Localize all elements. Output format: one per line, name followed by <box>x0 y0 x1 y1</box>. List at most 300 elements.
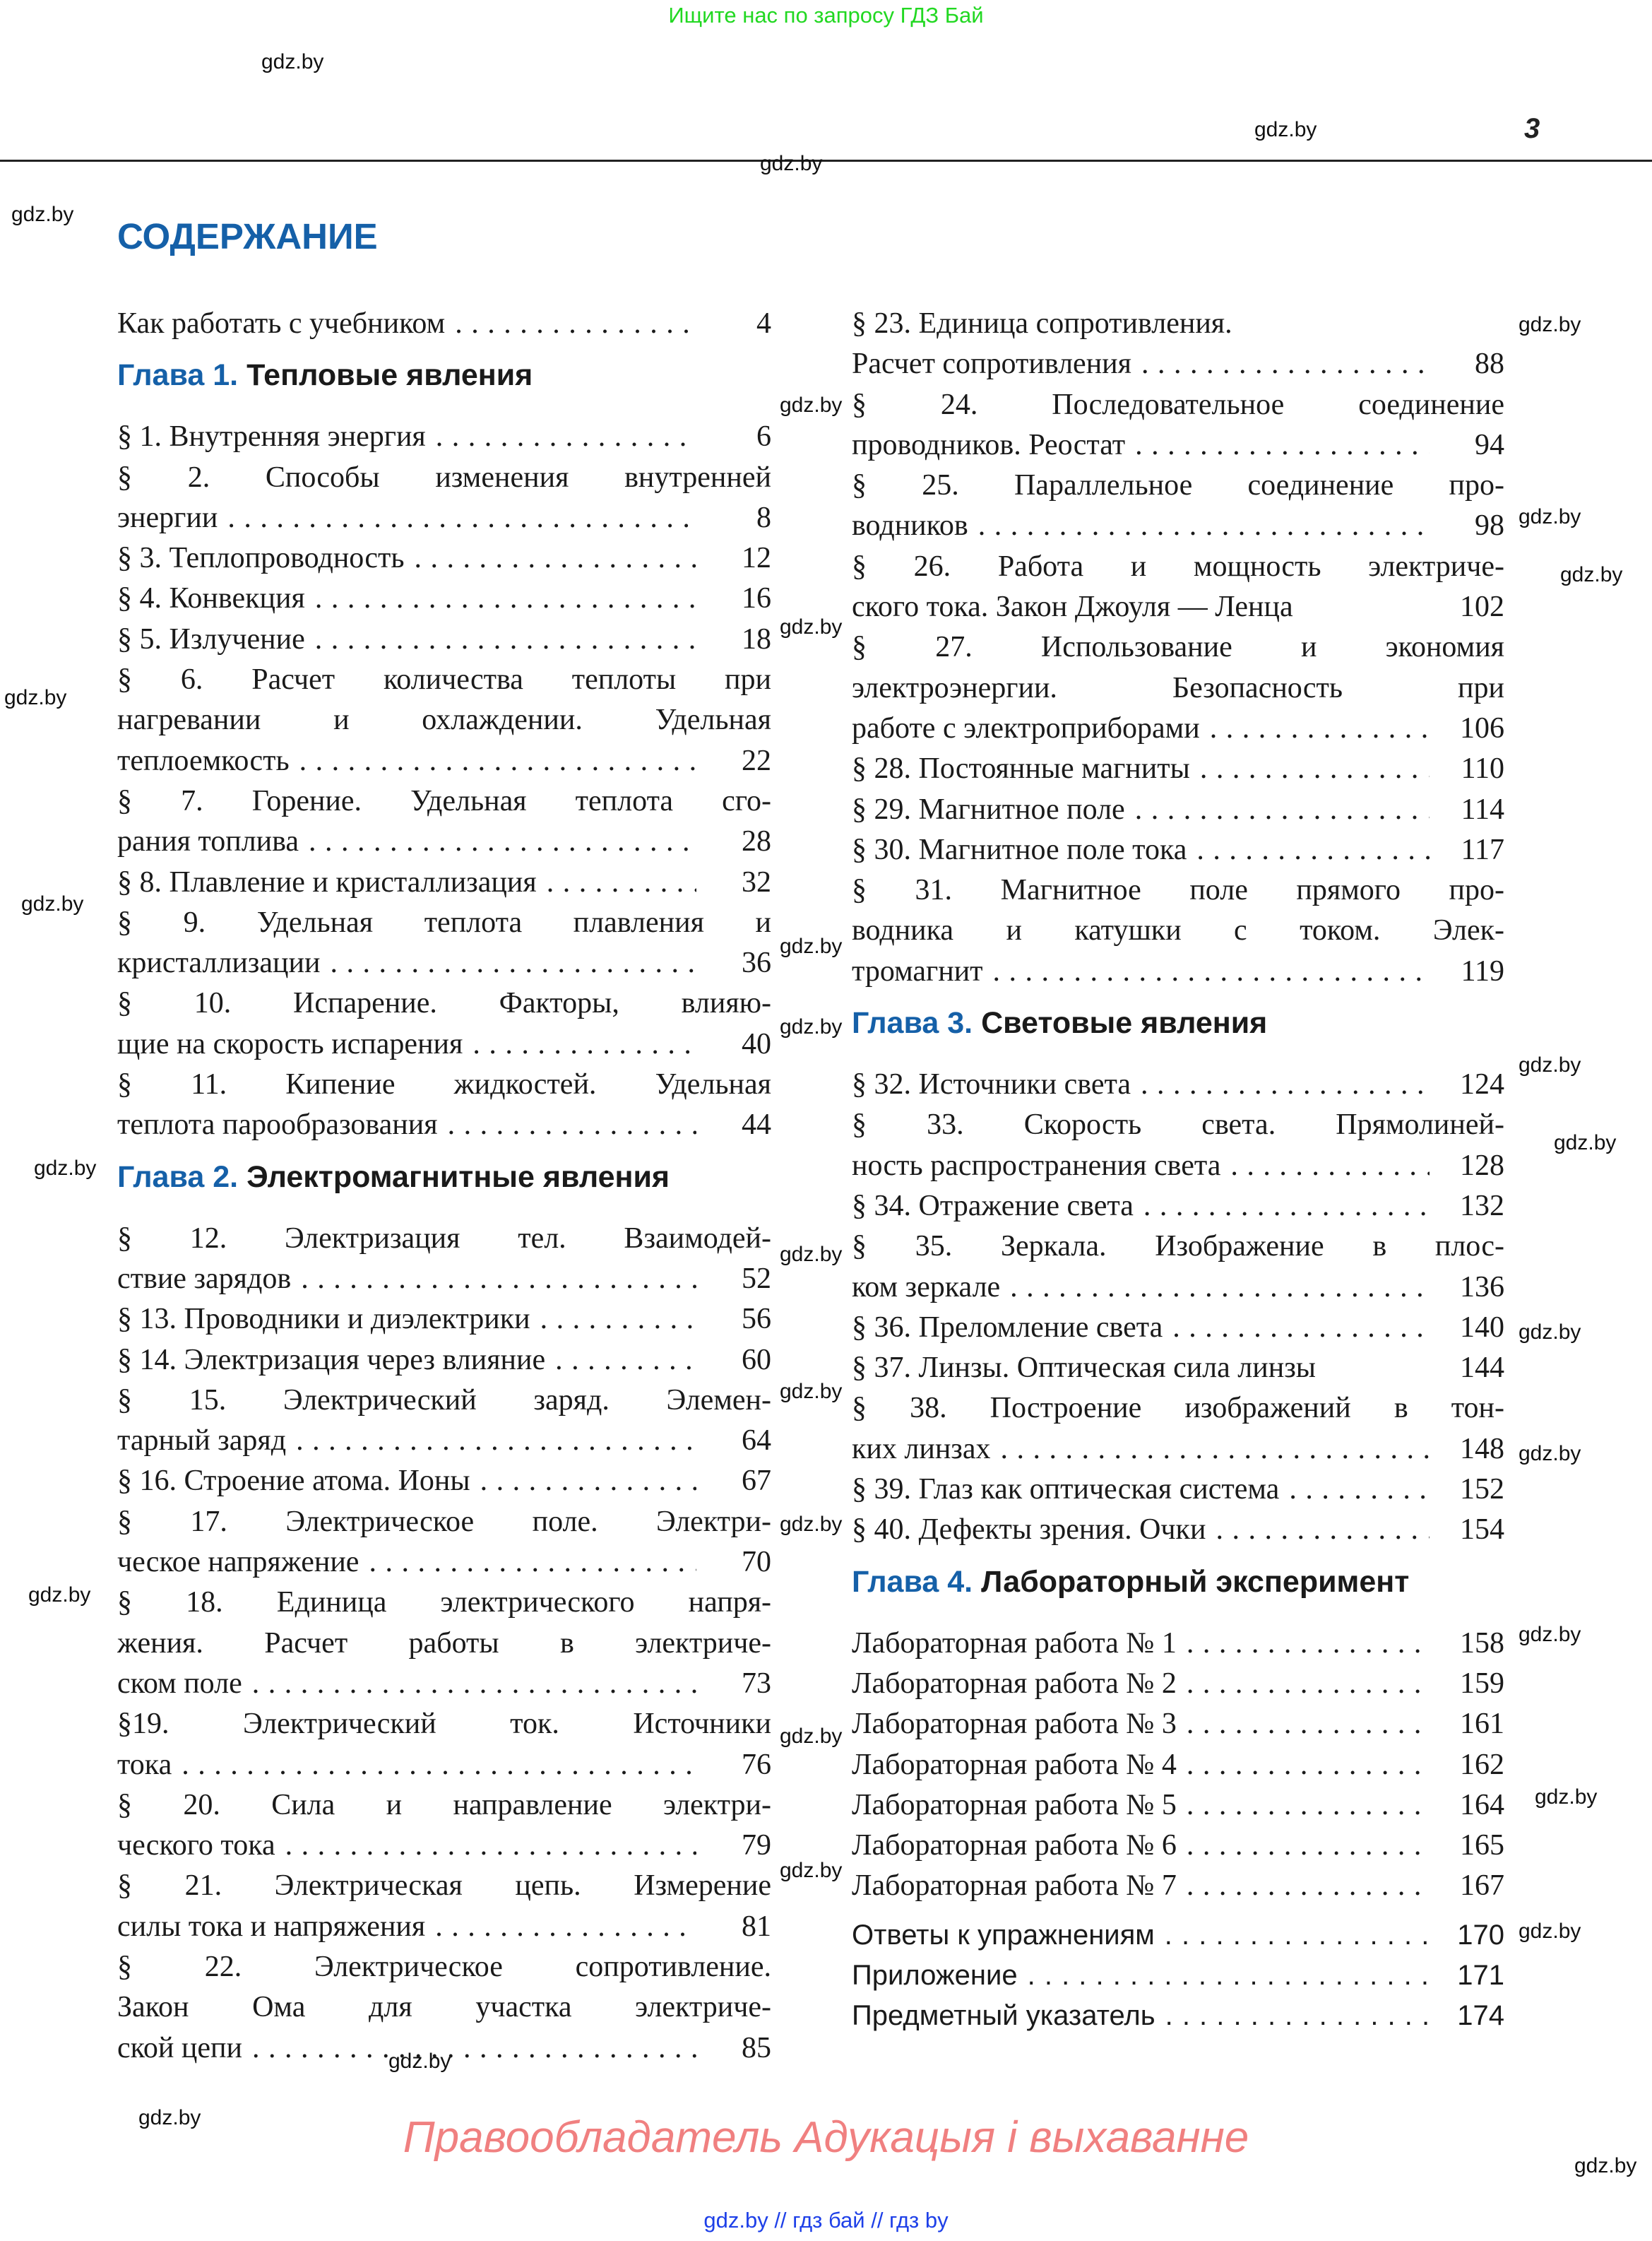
chapter-title: Электромагнитные явления <box>246 1159 670 1194</box>
toc-entry-last-line <box>852 1470 1504 1510</box>
toc-page-number: 119 <box>1461 954 1504 988</box>
toc-page-number: 40 <box>742 1027 771 1060</box>
toc-entry-last-line <box>852 749 1504 789</box>
toc-entry-last-line <box>852 709 1504 749</box>
toc-entry[interactable] <box>117 781 771 863</box>
dot-leader <box>1165 1915 1430 1956</box>
toc-entry[interactable] <box>117 538 771 579</box>
toc-entry-text: § 30. Магнитное поле тока <box>852 833 1187 866</box>
toc-entry[interactable] <box>852 1915 1504 1956</box>
watermark-text: gdz.by <box>1560 563 1623 586</box>
toc-entry[interactable] <box>117 1340 771 1380</box>
toc-page-number: 64 <box>742 1424 771 1457</box>
toc-page-number: 60 <box>742 1343 771 1376</box>
toc-entry-text: § 32. Источники света <box>852 1068 1131 1101</box>
toc-entry-last-line <box>852 830 1504 870</box>
watermark-text: gdz.by <box>1574 2154 1637 2177</box>
toc-entry-last-line <box>117 1745 771 1785</box>
watermark-text: gdz.by <box>780 1380 843 1403</box>
toc-entry[interactable] <box>117 1502 771 1583</box>
toc-entry[interactable] <box>117 1299 771 1340</box>
watermark-text: gdz.by <box>261 50 324 73</box>
toc-entry[interactable] <box>852 1785 1504 1826</box>
toc-entry-text: § 4. Конвекция <box>117 582 305 615</box>
toc-entry-last-line <box>117 1259 771 1299</box>
toc-entry-last-line <box>852 1510 1504 1550</box>
toc-entry-text: работе с электроприборами <box>852 711 1200 745</box>
dot-leader <box>1187 1826 1430 1866</box>
toc-entry-last-line <box>117 1664 771 1704</box>
toc-entry[interactable] <box>117 1461 771 1501</box>
toc-page-number: 32 <box>742 865 771 899</box>
watermark-text: gdz.by <box>21 892 84 916</box>
toc-page-number: 76 <box>742 1748 771 1781</box>
toc-entry-text: ких линзах <box>852 1432 991 1465</box>
watermark-text: gdz.by <box>1554 1131 1617 1154</box>
toc-page-number: 164 <box>1460 1788 1504 1821</box>
toc-entry-line: § 24. Последовательное соединение <box>852 388 1504 421</box>
toc-entry[interactable] <box>852 1704 1504 1744</box>
toc-page-number: 102 <box>1460 591 1504 624</box>
watermark-text: gdz.by <box>1519 505 1581 528</box>
dot-leader <box>1187 1745 1430 1785</box>
dot-leader <box>1196 830 1430 870</box>
dot-leader <box>547 863 696 903</box>
toc-entry-text: тромагнит <box>852 954 983 988</box>
toc-entry[interactable] <box>117 620 771 660</box>
toc-entry-last-line <box>117 579 771 619</box>
toc-entry-line: нагревании и охлаждении. Удельная <box>117 704 771 737</box>
toc-entry-line: § 10. Испарение. Факторы, влияю- <box>117 987 771 1020</box>
toc-entry[interactable] <box>117 304 771 344</box>
watermark-text: gdz.by <box>1519 1053 1581 1077</box>
toc-entry-last-line <box>117 498 771 538</box>
toc-entry-last-line <box>852 425 1504 466</box>
toc-entry[interactable] <box>852 1826 1504 1866</box>
toc-entry-last-line <box>852 1308 1504 1348</box>
dot-leader <box>1010 1267 1430 1308</box>
toc-entry-text: ской цепи <box>117 2031 242 2064</box>
dot-leader <box>285 1826 696 1866</box>
toc-entry[interactable] <box>852 830 1504 870</box>
toc-entry-text: ность распространения света <box>852 1149 1221 1182</box>
toc-page-number: 148 <box>1460 1432 1504 1465</box>
toc-page-number: 136 <box>1460 1270 1504 1303</box>
chapter-heading <box>117 344 771 417</box>
toc-entry-line: жения. Расчет работы в электриче- <box>117 1626 771 1660</box>
toc-page-number: 94 <box>1475 428 1504 461</box>
toc-page-number: 28 <box>742 825 771 858</box>
chapter-heading <box>852 1551 1504 1624</box>
toc-entry-line: § 23. Единица сопротивления. <box>852 307 1232 340</box>
toc-page-number: 79 <box>742 1829 771 1862</box>
toc-entry-last-line <box>117 1461 771 1501</box>
toc-entry[interactable] <box>852 1866 1504 1906</box>
toc-entry[interactable] <box>852 1956 1504 1996</box>
search-banner: Ищите нас по запросу ГДЗ Бай <box>668 3 984 28</box>
watermark-text: gdz.by <box>1519 1320 1581 1344</box>
toc-page-number: 4 <box>756 307 771 340</box>
watermark-text: gdz.by <box>34 1157 97 1180</box>
toc-entry-last-line <box>117 620 771 660</box>
toc-entry[interactable] <box>117 863 771 903</box>
toc-right-column <box>852 304 1504 2037</box>
toc-entry-last-line <box>852 1146 1504 1186</box>
toc-entry-text: § 5. Излучение <box>117 622 305 656</box>
toc-entry[interactable] <box>852 1510 1504 1550</box>
dot-leader <box>1141 344 1430 384</box>
toc-page-number: 117 <box>1461 833 1504 866</box>
page-title: СОДЕРЖАНИЕ <box>117 216 378 256</box>
toc-entry[interactable] <box>852 1996 1504 2036</box>
toc-page-number: 81 <box>742 1910 771 1943</box>
watermark-text: gdz.by <box>780 1513 843 1536</box>
toc-page-number: 159 <box>1460 1667 1504 1700</box>
toc-entry-line: водника и катушки с током. Элек- <box>852 914 1504 947</box>
toc-entry-last-line <box>117 1024 771 1065</box>
toc-entry-text: § 39. Глаз как оптическая система <box>852 1473 1280 1506</box>
toc-page-number: 174 <box>1457 2000 1504 2032</box>
toc-entry-last-line <box>117 1542 771 1583</box>
toc-entry-text: щие на скорость испарения <box>117 1027 463 1060</box>
toc-entry-line: § 7. Горение. Удельная теплота сго- <box>117 784 771 817</box>
watermark-text: gdz.by <box>780 1725 843 1748</box>
toc-entry[interactable] <box>852 466 1504 547</box>
toc-page-number: 110 <box>1461 752 1504 786</box>
watermark-text: gdz.by <box>138 2106 201 2129</box>
toc-page-number: 128 <box>1460 1149 1504 1182</box>
toc-entry-text: ческого тока <box>117 1829 275 1862</box>
toc-left-column <box>117 304 771 2069</box>
toc-page-number: 8 <box>756 501 771 534</box>
toc-entry-text: § 1. Внутренняя энергия <box>117 420 426 454</box>
toc-entry-line: § 15. Электрический заряд. Элемен- <box>117 1383 771 1417</box>
toc-entry-last-line <box>117 304 771 344</box>
toc-page-number: 171 <box>1457 1959 1504 1991</box>
dot-leader <box>455 304 696 344</box>
toc-entry-text: § 40. Дефекты зрения. Очки <box>852 1513 1206 1547</box>
watermark-text: gdz.by <box>780 1015 843 1039</box>
toc-entry-line: § 22. Электрическое сопротивление. <box>117 1950 771 1983</box>
toc-entry-last-line <box>852 1348 1504 1388</box>
toc-page-number: 56 <box>742 1303 771 1336</box>
toc-entry-line: § 33. Скорость света. Прямолиней- <box>852 1108 1504 1142</box>
toc-page-number: 124 <box>1460 1068 1504 1101</box>
dot-leader <box>1187 1866 1430 1906</box>
toc-page-number: 52 <box>742 1262 771 1295</box>
toc-entry-line: § 2. Способы изменения внутренней <box>117 461 771 494</box>
watermark-text: gdz.by <box>780 1243 843 1266</box>
toc-entry-text: Лабораторная работа № 4 <box>852 1748 1177 1781</box>
toc-page-number: 132 <box>1460 1189 1504 1222</box>
dot-leader <box>1141 1065 1430 1105</box>
dot-leader <box>436 417 696 457</box>
toc-entry-text: § 8. Плавление и кристаллизация <box>117 865 537 899</box>
toc-entry[interactable] <box>852 1624 1504 1664</box>
toc-entry-last-line <box>852 1915 1504 1956</box>
watermark-text: gdz.by <box>780 1859 843 1882</box>
toc-page-number: 98 <box>1475 509 1504 543</box>
toc-entry[interactable] <box>852 547 1504 628</box>
toc-entry-text: энергии <box>117 501 218 534</box>
dot-leader <box>299 741 696 781</box>
dot-leader <box>1200 749 1430 789</box>
chapter-heading <box>852 992 1504 1065</box>
toc-entry-text: Лабораторная работа № 7 <box>852 1869 1177 1903</box>
toc-page-number: 154 <box>1460 1513 1504 1547</box>
dot-leader <box>415 538 697 579</box>
toc-entry[interactable] <box>117 579 771 619</box>
toc-page-number: 144 <box>1460 1352 1504 1385</box>
toc-entry-text: Приложение <box>852 1959 1018 1991</box>
toc-entry-last-line <box>852 1624 1504 1664</box>
toc-entry-last-line <box>852 790 1504 830</box>
toc-entry[interactable] <box>852 1308 1504 1348</box>
toc-entry-line: § 18. Единица электрического напря- <box>117 1586 771 1619</box>
dot-leader <box>1143 1186 1430 1226</box>
dot-leader <box>993 952 1430 992</box>
watermark-text: gdz.by <box>1519 1920 1581 1943</box>
toc-page-number: 12 <box>742 542 771 575</box>
toc-entry[interactable] <box>117 417 771 457</box>
toc-entry-text: ком зеркале <box>852 1270 1001 1303</box>
dot-leader <box>448 1105 696 1145</box>
toc-entry-last-line <box>117 1340 771 1380</box>
toc-entry[interactable] <box>852 627 1504 749</box>
toc-entry-text: водников <box>852 509 968 543</box>
toc-entry-text: Лабораторная работа № 2 <box>852 1667 1177 1700</box>
toc-entry-last-line <box>117 1421 771 1461</box>
dot-leader <box>227 498 696 538</box>
toc-entry[interactable] <box>852 1186 1504 1226</box>
toc-entry-text: § 3. Теплопроводность <box>117 542 405 575</box>
toc-entry-text: ском поле <box>117 1667 242 1700</box>
toc-entry-text: § 13. Проводники и диэлектрики <box>117 1303 530 1336</box>
toc-page-number: 18 <box>742 622 771 656</box>
toc-entry-last-line <box>117 943 771 983</box>
dot-leader <box>1187 1704 1430 1744</box>
toc-entry-text: Лабораторная работа № 1 <box>852 1626 1177 1660</box>
toc-entry-last-line <box>852 952 1504 992</box>
toc-entry[interactable] <box>117 1704 771 1785</box>
watermark-text: gdz.by <box>1519 313 1581 336</box>
toc-page-number: 67 <box>742 1465 771 1498</box>
toc-entry-text: проводников. Реостат <box>852 428 1126 461</box>
copyright-owner: Правообладатель Адукацыя і выхаванне <box>403 2113 1249 2162</box>
toc-page-number: 88 <box>1475 348 1504 381</box>
toc-entry-last-line <box>117 1826 771 1866</box>
toc-entry-last-line <box>852 506 1504 546</box>
toc-entry-last-line <box>117 741 771 781</box>
toc-entry-last-line <box>117 1299 771 1340</box>
spacer <box>852 1907 1504 1915</box>
watermark-text: gdz.by <box>28 1583 91 1607</box>
toc-page-number: 114 <box>1461 793 1504 826</box>
toc-entry-last-line <box>117 1105 771 1145</box>
dot-leader <box>1289 1470 1430 1510</box>
toc-entry-text: ческое напряжение <box>117 1546 359 1579</box>
toc-page-number: 6 <box>756 420 771 454</box>
dot-leader <box>540 1299 696 1340</box>
toc-entry[interactable] <box>852 1388 1504 1470</box>
dot-leader <box>252 2028 696 2069</box>
toc-entry-last-line <box>117 863 771 903</box>
toc-entry-last-line <box>852 1186 1504 1226</box>
toc-entry[interactable] <box>852 790 1504 830</box>
toc-entry-line: § 25. Параллельное соединение про- <box>852 469 1504 502</box>
watermark-text: gdz.by <box>4 686 67 709</box>
chapter-title: Тепловые явления <box>246 358 533 393</box>
dot-leader <box>1001 1429 1430 1470</box>
dot-leader <box>978 506 1430 546</box>
chapter-number: Глава 1. <box>117 358 239 393</box>
toc-entry[interactable] <box>852 749 1504 789</box>
watermark-text: gdz.by <box>11 203 74 226</box>
dot-leader <box>330 943 696 983</box>
toc-entry-text: рания топлива <box>117 825 299 858</box>
toc-entry-line: §19. Электрический ток. Источники <box>117 1708 771 1741</box>
toc-entry[interactable] <box>117 1583 771 1704</box>
toc-entry-text: Лабораторная работа № 5 <box>852 1788 1177 1821</box>
toc-page-number: 70 <box>742 1546 771 1579</box>
chapter-title: Световые явления <box>981 1006 1268 1041</box>
dot-leader <box>315 620 696 660</box>
watermark-text: gdz.by <box>780 615 843 639</box>
chapter-heading <box>117 1146 771 1219</box>
watermark-text: gdz.by <box>1519 1623 1581 1646</box>
toc-entry-text: тарный заряд <box>117 1424 287 1457</box>
toc-entry-line: § 20. Сила и направление электри- <box>117 1788 771 1821</box>
page-number: 3 <box>1524 113 1540 144</box>
toc-entry[interactable] <box>852 1470 1504 1510</box>
toc-page-number: 85 <box>742 2031 771 2064</box>
toc-entry-last-line <box>117 1907 771 1947</box>
toc-entry[interactable] <box>117 1065 771 1146</box>
watermark-text: gdz.by <box>780 394 843 417</box>
toc-page-number: 140 <box>1460 1311 1504 1344</box>
toc-entry-last-line <box>852 1826 1504 1866</box>
toc-entry-last-line <box>852 1745 1504 1785</box>
toc-entry-last-line <box>117 822 771 862</box>
watermark-text: gdz.by <box>760 152 823 175</box>
dot-leader <box>1216 1510 1430 1550</box>
dot-leader <box>1028 1956 1430 1996</box>
watermark-text: gdz.by <box>1519 1442 1581 1465</box>
chapter-title: Лабораторный эксперимент <box>981 1564 1410 1599</box>
dot-leader <box>1187 1664 1430 1704</box>
toc-entry-text: Как работать с учебником <box>117 307 446 340</box>
toc-entry-line: § 38. Построение изображений в тон- <box>852 1392 1504 1425</box>
toc-page-number: 36 <box>742 947 771 980</box>
toc-entry-line: электроэнергии. Безопасность при <box>852 671 1504 704</box>
toc-entry-text: Лабораторная работа № 3 <box>852 1708 1177 1741</box>
toc-entry[interactable] <box>117 983 771 1065</box>
toc-entry-text: § 36. Преломление света <box>852 1311 1163 1344</box>
toc-entry-line: § 31. Магнитное поле прямого про- <box>852 874 1504 907</box>
toc-entry-text: § 34. Отражение света <box>852 1189 1134 1222</box>
toc-entry-text: Расчет сопротивления <box>852 348 1131 381</box>
toc-entry-last-line <box>852 587 1504 627</box>
dot-leader <box>1165 1996 1430 2036</box>
toc-entry-line: § 26. Работа и мощность электриче- <box>852 550 1504 583</box>
toc-entry-last-line <box>852 1065 1504 1105</box>
toc-page-number: 158 <box>1460 1626 1504 1660</box>
toc-entry[interactable] <box>852 304 1504 385</box>
toc-entry[interactable] <box>117 1219 771 1300</box>
toc-entry[interactable] <box>852 870 1504 992</box>
toc-page-number: 16 <box>742 582 771 615</box>
toc-entry[interactable] <box>852 1105 1504 1186</box>
toc-page-number: 170 <box>1457 1919 1504 1951</box>
toc-entry-line: Закон Ома для участка электриче- <box>117 1991 771 2024</box>
toc-entry[interactable] <box>117 458 771 539</box>
footer-links[interactable]: gdz.by // гдз бай // гдз by <box>703 2208 949 2233</box>
toc-entry[interactable] <box>117 660 771 781</box>
toc-entry-last-line <box>852 1429 1504 1470</box>
toc-entry-line: § 21. Электрическая цепь. Измерение <box>117 1869 771 1903</box>
dot-leader <box>435 1907 696 1947</box>
chapter-number: Глава 3. <box>852 1006 973 1041</box>
toc-entry[interactable] <box>852 1348 1504 1388</box>
toc-entry-last-line <box>852 1866 1504 1906</box>
toc-page-number: 162 <box>1460 1748 1504 1781</box>
toc-entry-text: тока <box>117 1748 172 1781</box>
toc-entry[interactable] <box>117 1866 771 1947</box>
toc-page-number: 44 <box>742 1108 771 1142</box>
toc-page-number: 73 <box>742 1667 771 1700</box>
toc-entry-line: § 27. Использование и экономия <box>852 631 1504 664</box>
toc-entry-text: § 29. Магнитное поле <box>852 793 1125 826</box>
toc-entry[interactable] <box>117 903 771 984</box>
toc-entry[interactable] <box>852 1226 1504 1308</box>
toc-entry-text: § 37. Линзы. Оптическая сила линзы <box>852 1352 1317 1385</box>
toc-entry-text: § 16. Строение атома. Ионы <box>117 1465 470 1498</box>
dot-leader <box>296 1421 696 1461</box>
dot-leader <box>480 1461 696 1501</box>
toc-entry[interactable] <box>852 1065 1504 1105</box>
toc-entry[interactable] <box>852 1745 1504 1785</box>
toc-entry[interactable] <box>117 1380 771 1462</box>
toc-entry-text: ствие зарядов <box>117 1262 292 1295</box>
dot-leader <box>555 1340 696 1380</box>
toc-entry-text: § 28. Постоянные магниты <box>852 752 1190 786</box>
toc-page-number: 161 <box>1460 1708 1504 1741</box>
toc-page-number: 165 <box>1460 1829 1504 1862</box>
toc-entry[interactable] <box>852 1664 1504 1704</box>
toc-entry-text: Предметный указатель <box>852 2000 1155 2032</box>
toc-entry-text: теплота парообразования <box>117 1108 438 1142</box>
toc-entry-last-line <box>852 1267 1504 1308</box>
dot-leader <box>473 1024 696 1065</box>
toc-entry-last-line <box>117 417 771 457</box>
chapter-number: Глава 2. <box>117 1159 239 1194</box>
toc-entry[interactable] <box>117 1785 771 1867</box>
dot-leader <box>315 579 696 619</box>
toc-entry-last-line <box>852 344 1504 384</box>
dot-leader <box>1172 1308 1430 1348</box>
toc-entry-last-line <box>852 1704 1504 1744</box>
dot-leader <box>1135 425 1430 466</box>
dot-leader <box>182 1745 696 1785</box>
header-rule <box>0 160 1652 162</box>
toc-entry-text: кристаллизации <box>117 947 321 980</box>
dot-leader <box>1210 709 1430 749</box>
toc-page-number: 167 <box>1460 1869 1504 1903</box>
dot-leader <box>1187 1785 1430 1826</box>
toc-entry-line: § 6. Расчет количества теплоты при <box>117 663 771 697</box>
toc-entry[interactable] <box>852 385 1504 466</box>
dot-leader <box>1135 790 1430 830</box>
